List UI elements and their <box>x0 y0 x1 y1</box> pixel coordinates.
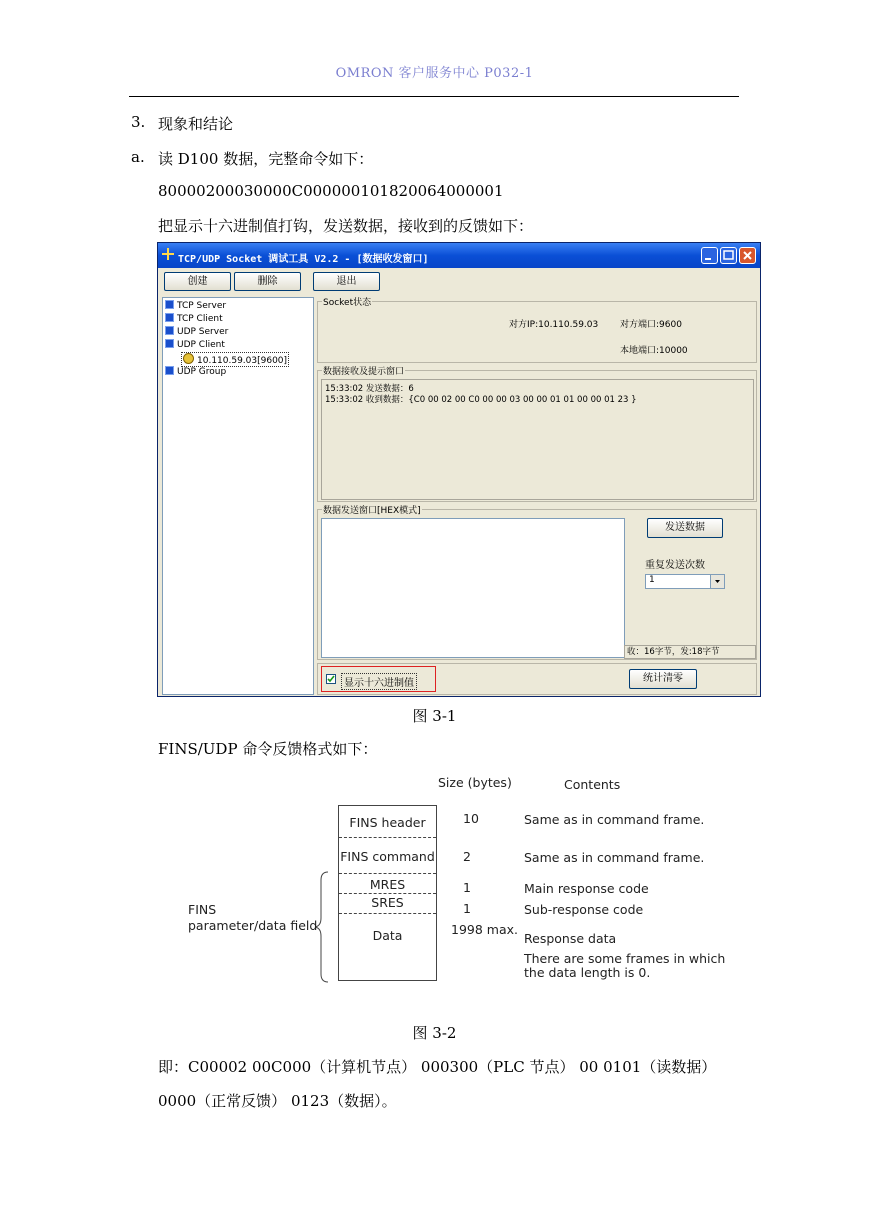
receive-textarea[interactable] <box>321 379 754 500</box>
page-header: OMRON 客户服务中心 P032-1 <box>335 66 534 81</box>
brace-label-fins: FINS <box>188 902 217 917</box>
header-rule <box>129 96 739 97</box>
exit-button[interactable]: 退出 <box>313 272 380 291</box>
repeat-count-value: 1 <box>649 575 655 585</box>
command-string: 80000200030000C000000101820064000001 <box>158 182 504 200</box>
checkmark-icon <box>327 675 335 683</box>
chevron-down-icon[interactable] <box>710 575 724 588</box>
figure-2-caption: 图 3-2 <box>412 1024 457 1042</box>
send-textarea[interactable] <box>321 518 625 658</box>
socket-status-group <box>317 298 757 363</box>
section-number: 3. <box>131 113 146 131</box>
contents-fins-header: Same as in command frame. <box>524 812 705 827</box>
remote-port: 对方端口:9600 <box>620 320 682 330</box>
contents-data: Response data <box>524 931 617 946</box>
fins-frame-box <box>338 805 437 981</box>
size-sres: 1 <box>463 901 471 916</box>
field-fins-command: FINS command <box>340 849 435 864</box>
tree-item-udp-client[interactable]: UDP Client <box>165 339 225 350</box>
window-titlebar <box>158 243 760 268</box>
size-fins-command: 2 <box>463 849 471 864</box>
close-icon <box>740 248 755 263</box>
recv-line-2: 15:33:02 收到数据：{C0 00 02 00 C0 00 00 03 00 00 01 01 00 00 01 23 } <box>325 395 637 405</box>
divider <box>339 837 436 838</box>
contents-sres: Sub-response code <box>524 902 644 917</box>
app-icon <box>162 248 174 260</box>
receive-group <box>317 367 757 502</box>
conclusion-line-2: 0000（正常反馈） 0123（数据）。 <box>158 1092 397 1110</box>
brace-label-field: parameter/data field <box>188 918 318 933</box>
repeat-count-select[interactable] <box>645 574 725 589</box>
send-group <box>317 506 757 660</box>
stats-text: 收：16字节，发:18字节 <box>627 647 720 657</box>
tree-item-tcp-client[interactable]: TCP Client <box>165 313 223 324</box>
receive-legend: 数据接收及提示窗口 <box>322 364 405 377</box>
conclusion-line-1: 即：C00002 00C000（计算机节点） 000300（PLC 节点） 00 0101（读数据） <box>158 1058 717 1076</box>
hex-checkbox[interactable] <box>326 674 336 684</box>
repeat-label: 重复发送次数 <box>645 560 705 571</box>
remote-ip: 对方IP:10.110.59.03 <box>509 320 599 330</box>
para-c-text: FINS/UDP 命令反馈格式如下： <box>158 740 378 758</box>
maximize-icon <box>721 248 736 263</box>
size-data: 1998 max. <box>451 922 518 937</box>
bottom-group <box>317 663 757 695</box>
create-button[interactable]: 创建 <box>164 272 231 291</box>
socket-tool-window <box>157 242 761 697</box>
size-mres: 1 <box>463 880 471 895</box>
client-icon <box>165 339 174 348</box>
window-title: TCP/UDP Socket 调试工具 V2.2 - [数据收发窗口] <box>178 254 429 265</box>
minimize-button[interactable] <box>701 247 718 264</box>
tree-item-udp-server[interactable]: UDP Server <box>165 326 228 337</box>
data-note-2: the data length is 0. <box>524 965 651 980</box>
divider <box>339 913 436 914</box>
clear-stats-button[interactable]: 统计清零 <box>629 669 697 689</box>
divider <box>339 873 436 874</box>
group-icon <box>165 366 174 375</box>
delete-button[interactable]: 删除 <box>234 272 301 291</box>
connection-tree <box>162 297 314 695</box>
close-button[interactable] <box>739 247 756 264</box>
hex-checkbox-highlight <box>321 666 436 692</box>
field-mres: MRES <box>369 877 406 892</box>
socket-status-legend: Socket状态 <box>322 295 372 308</box>
field-sres: SRES <box>371 895 404 910</box>
para-a-label: a. <box>131 148 145 166</box>
tree-item-udp-group[interactable]: UDP Group <box>165 366 226 377</box>
stats-field <box>624 645 756 659</box>
send-data-button[interactable]: 发送数据 <box>647 518 723 538</box>
field-data: Data <box>372 928 403 943</box>
tree-item-tcp-server[interactable]: TCP Server <box>165 300 226 311</box>
client-icon <box>165 313 174 322</box>
server-icon <box>165 326 174 335</box>
figure-1-caption: 图 3-1 <box>412 707 457 725</box>
local-port: 本地端口:10000 <box>620 346 688 356</box>
col-size-header: Size (bytes) <box>438 775 512 790</box>
data-note-1: There are some frames in which <box>524 951 726 966</box>
para-b-text: 把显示十六进制值打钩，发送数据，接收到的反馈如下： <box>158 217 534 235</box>
size-fins-header: 10 <box>463 811 479 826</box>
send-legend: 数据发送窗口[HEX模式] <box>322 503 422 516</box>
divider <box>339 893 436 894</box>
col-contents-header: Contents <box>564 777 621 792</box>
connection-icon <box>183 353 194 364</box>
field-fins-header: FINS header <box>349 815 426 830</box>
minimize-icon <box>702 248 717 263</box>
tree-item-connection[interactable]: 10.110.59.03[9600] <box>181 352 289 367</box>
maximize-button[interactable] <box>720 247 737 264</box>
section-title: 现象和结论 <box>158 115 234 133</box>
hex-checkbox-label[interactable]: 显示十六进制值 <box>341 673 417 690</box>
para-a-text: 读 D100 数据，完整命令如下： <box>158 150 374 168</box>
server-icon <box>165 300 174 309</box>
contents-fins-command: Same as in command frame. <box>524 850 705 865</box>
contents-mres: Main response code <box>524 881 649 896</box>
recv-line-1: 15:33:02 发送数据：6 <box>325 384 414 394</box>
